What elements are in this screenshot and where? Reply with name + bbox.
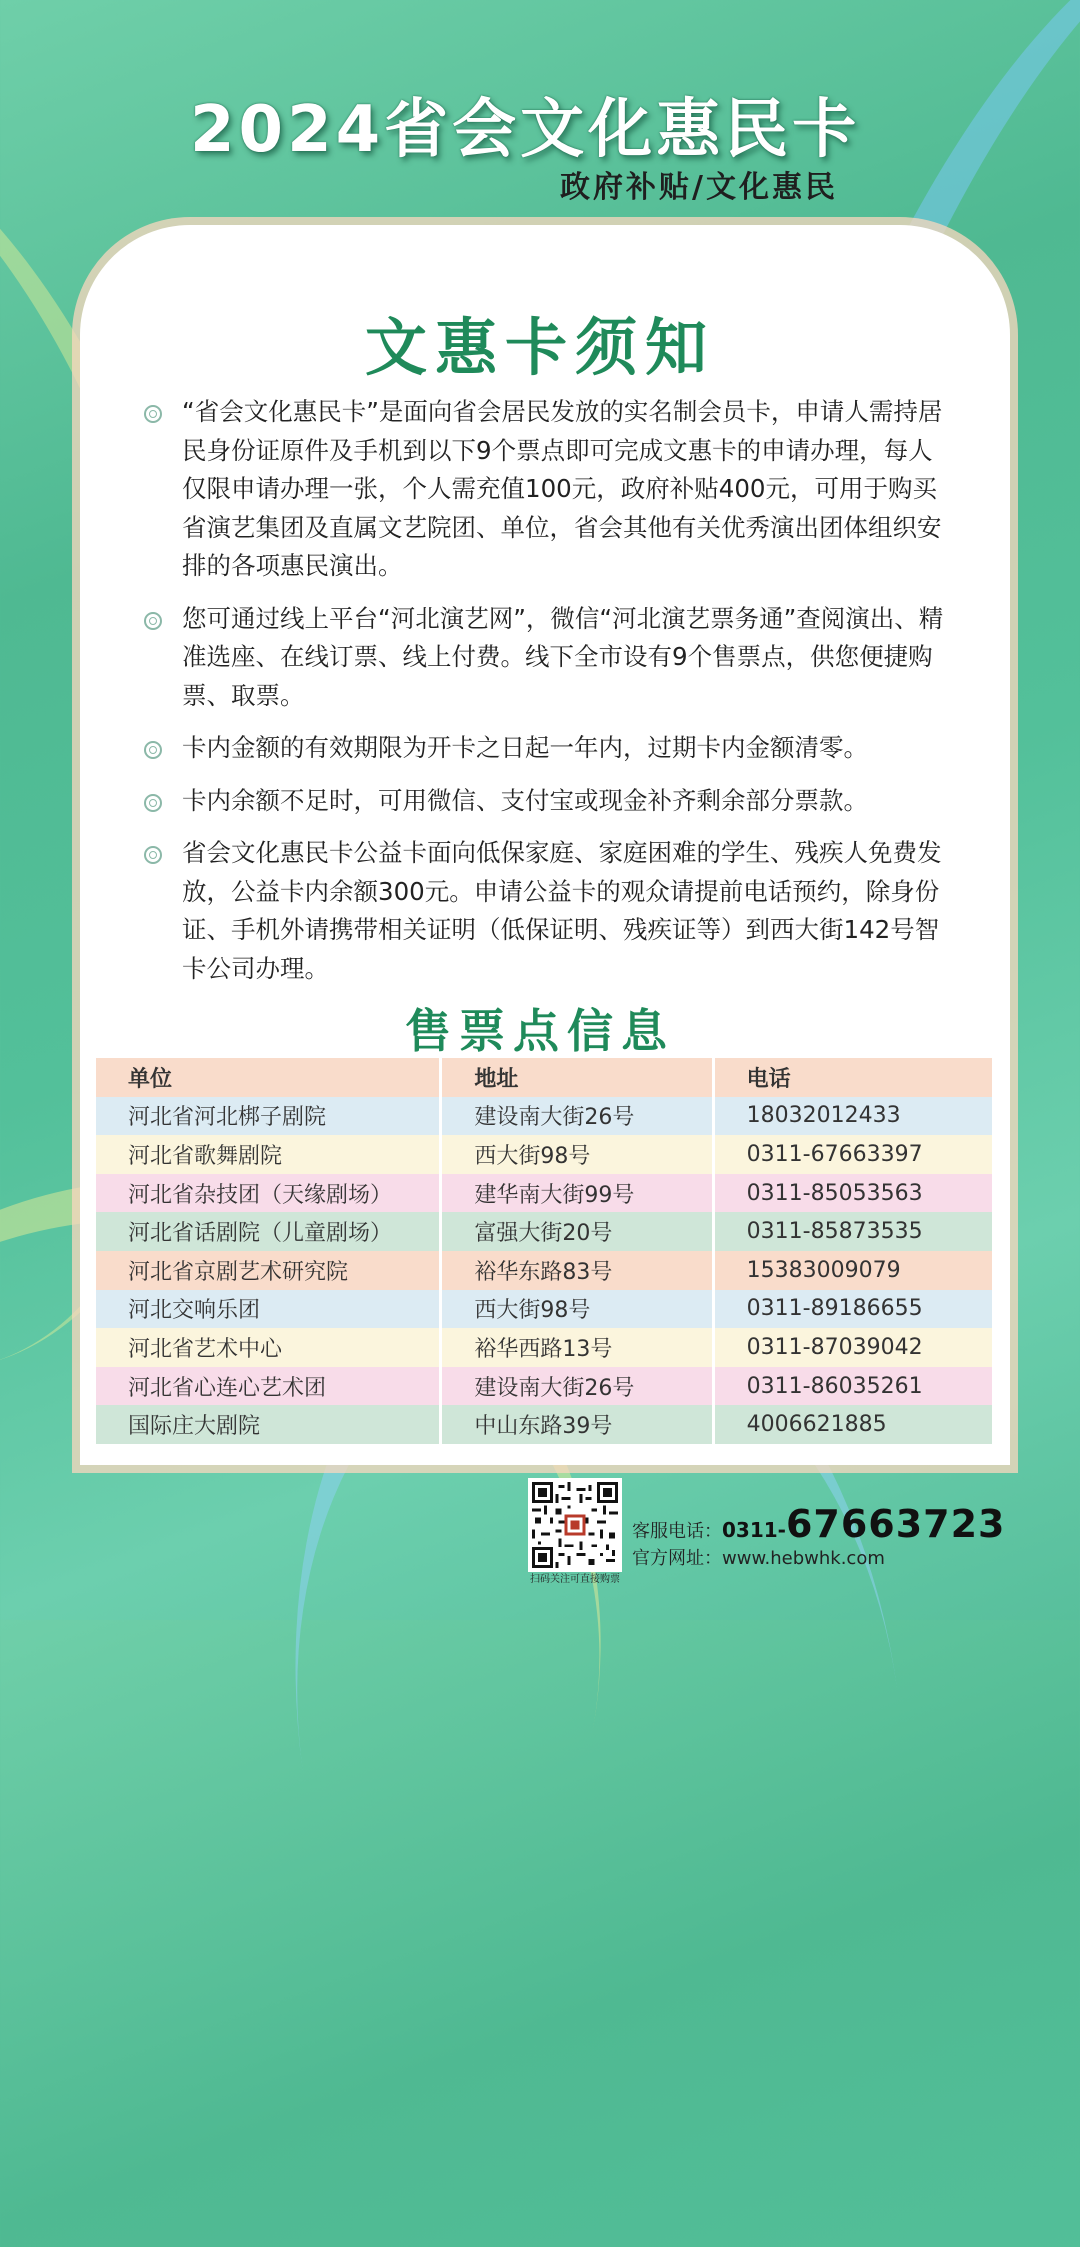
phone-prefix: 0311- bbox=[722, 1518, 786, 1542]
table-header-row bbox=[96, 1058, 992, 1097]
table-row bbox=[96, 1212, 992, 1251]
column-header-phone: 电话 bbox=[712, 1058, 992, 1097]
phone-cell: 0311-89186655 bbox=[712, 1290, 992, 1329]
phone-cell: 15383009079 bbox=[712, 1251, 992, 1290]
address-cell: 中山东路39号 bbox=[439, 1405, 711, 1444]
column-header-unit: 单位 bbox=[96, 1058, 439, 1097]
notice-item bbox=[140, 600, 945, 716]
notice-item bbox=[140, 729, 945, 768]
circle-bullet-icon bbox=[144, 794, 162, 812]
circle-bullet-icon bbox=[144, 612, 162, 630]
address-cell: 建设南大街26号 bbox=[439, 1367, 711, 1406]
circle-bullet-icon bbox=[144, 846, 162, 864]
ticket-outlet-table bbox=[96, 1058, 992, 1444]
phone-cell: 18032012433 bbox=[712, 1097, 992, 1136]
address-cell: 裕华东路83号 bbox=[439, 1251, 711, 1290]
phone-cell: 0311-85053563 bbox=[712, 1174, 992, 1213]
address-cell: 西大街98号 bbox=[439, 1135, 711, 1174]
circle-bullet-icon bbox=[144, 741, 162, 759]
phone-label: 客服电话： bbox=[632, 1521, 722, 1542]
unit-cell: 国际庄大剧院 bbox=[96, 1405, 439, 1444]
qr-caption: 扫码关注可直接购票 bbox=[530, 1574, 620, 1585]
poster-title: 2024省会文化惠民卡 bbox=[190, 93, 861, 167]
unit-cell: 河北省心连心艺术团 bbox=[96, 1367, 439, 1406]
sales-heading: 售票点信息 bbox=[405, 1004, 675, 1058]
address-cell: 建设南大街26号 bbox=[439, 1097, 711, 1136]
notice-list bbox=[140, 393, 945, 1002]
notice-item bbox=[140, 782, 945, 821]
address-cell: 富强大街20号 bbox=[439, 1212, 711, 1251]
notice-text: 卡内金额的有效期限为开卡之日起一年内，过期卡内金额清零。 bbox=[182, 733, 868, 762]
customer-service-phone bbox=[632, 1502, 1006, 1546]
qr-code-icon[interactable] bbox=[528, 1478, 622, 1572]
phone-cell: 0311-86035261 bbox=[712, 1367, 992, 1406]
column-header-address: 地址 bbox=[439, 1058, 711, 1097]
phone-cell: 0311-87039042 bbox=[712, 1328, 992, 1367]
notice-item bbox=[140, 393, 945, 586]
table-row bbox=[96, 1251, 992, 1290]
unit-cell: 河北省话剧院（儿童剧场） bbox=[96, 1212, 439, 1251]
notice-heading: 文惠卡须知 bbox=[364, 311, 715, 384]
phone-cell: 4006621885 bbox=[712, 1405, 992, 1444]
table-row bbox=[96, 1405, 992, 1444]
table-row bbox=[96, 1135, 992, 1174]
poster-subtitle: 政府补贴/文化惠民 bbox=[560, 170, 838, 205]
table-row bbox=[96, 1290, 992, 1329]
phone-cell: 0311-85873535 bbox=[712, 1212, 992, 1251]
address-cell: 裕华西路13号 bbox=[439, 1328, 711, 1367]
notice-item bbox=[140, 834, 945, 988]
unit-cell: 河北省杂技团（天缘剧场） bbox=[96, 1174, 439, 1213]
unit-cell: 河北省艺术中心 bbox=[96, 1328, 439, 1367]
unit-cell: 河北省河北梆子剧院 bbox=[96, 1097, 439, 1136]
table-row bbox=[96, 1097, 992, 1136]
unit-cell: 河北交响乐团 bbox=[96, 1290, 439, 1329]
address-cell: 建华南大街99号 bbox=[439, 1174, 711, 1213]
address-cell: 西大街98号 bbox=[439, 1290, 711, 1329]
table-row bbox=[96, 1328, 992, 1367]
circle-bullet-icon bbox=[144, 405, 162, 423]
official-website bbox=[632, 1544, 885, 1570]
phone-cell: 0311-67663397 bbox=[712, 1135, 992, 1174]
unit-cell: 河北省京剧艺术研究院 bbox=[96, 1251, 439, 1290]
unit-cell: 河北省歌舞剧院 bbox=[96, 1135, 439, 1174]
table-row bbox=[96, 1174, 992, 1213]
notice-text: “省会文化惠民卡”是面向省会居民发放的实名制会员卡，申请人需持居民身份证原件及手机到以下9个票点即可完成文惠卡的申请办理，每人仅限申请办理一张，个人需充值100元，政府补贴400元，可用于购买省演艺集团及直属文艺院团、单位，省会其他有关优秀演出团体组织安排的各项惠民演出。 bbox=[182, 397, 943, 580]
web-label: 官方网址： bbox=[632, 1548, 722, 1569]
notice-text: 您可通过线上平台“河北演艺网”，微信“河北演艺票务通”查阅演出、精准选座、在线订票、线上付费。线下全市设有9个售票点，供您便捷购票、取票。 bbox=[182, 603, 944, 710]
web-url[interactable]: www.hebwhk.com bbox=[722, 1548, 885, 1569]
notice-text: 省会文化惠民卡公益卡面向低保家庭、家庭困难的学生、残疾人免费发放，公益卡内余额300元。申请公益卡的观众请提前电话预约，除身份证、手机外请携带相关证明（低保证明、残疾证等）到西大街142号智卡公司办理。 bbox=[182, 838, 942, 983]
phone-number: 67663723 bbox=[785, 1502, 1006, 1546]
notice-text: 卡内余额不足时，可用微信、支付宝或现金补齐剩余部分票款。 bbox=[182, 785, 868, 815]
table-row bbox=[96, 1367, 992, 1406]
